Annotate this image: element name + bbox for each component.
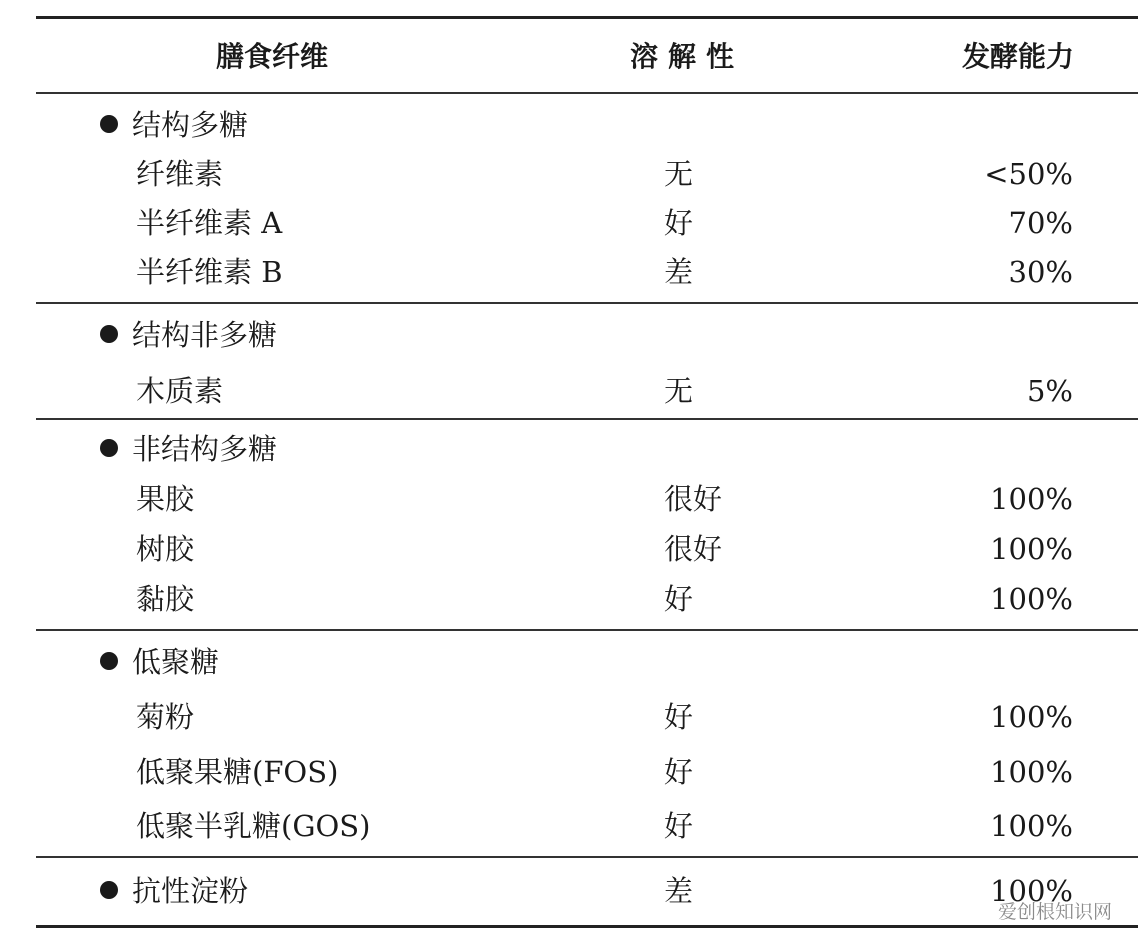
solubility-value: 好 [664,700,694,734]
group-row [0,868,1138,914]
group-rule [36,856,1138,858]
table-row [0,694,1138,740]
solubility-value: 好 [664,755,694,789]
group-name: 低聚糖 [132,645,220,679]
header-fermentation: 发酵能力 [962,40,1075,73]
group-row [0,312,1138,358]
header-fiber: 膳食纤维 [216,40,329,73]
table-row [0,749,1138,795]
table-row [0,249,1138,295]
header-solubility: 溶解性 [630,40,745,73]
fermentation-value: 70% [1008,206,1073,240]
bullet-icon [100,652,118,670]
solubility-value: 好 [664,206,694,240]
table-row [0,368,1138,414]
fiber-name: 半纤维素 B [136,255,283,289]
fermentation-value: 30% [1008,255,1073,289]
group-row [0,639,1138,685]
group-row [0,426,1138,472]
fermentation-value: 5% [1026,374,1073,408]
top-rule [36,16,1138,19]
solubility-value: 无 [664,157,694,191]
solubility-value: 很好 [664,482,723,516]
bottom-rule [36,925,1138,928]
fiber-name: 菊粉 [136,700,195,734]
group-rule [36,629,1138,631]
table-row [0,476,1138,522]
solubility-value: 好 [664,582,694,616]
fermentation-value: 100% [990,532,1073,566]
fiber-name: 纤维素 [136,157,224,191]
fiber-name: 果胶 [136,482,195,516]
watermark-text: 爱创根知识网 [997,901,1112,923]
fermentation-value: 100% [990,874,1073,908]
solubility-value: 很好 [664,532,723,566]
group-rule [36,418,1138,420]
group-name: 非结构多糖 [132,432,278,466]
fermentation-value: <50% [984,157,1073,191]
solubility-value: 好 [664,809,694,843]
header-rule [36,92,1138,94]
table-row [0,151,1138,197]
group-name: 结构非多糖 [132,318,278,352]
solubility-value: 差 [664,874,694,908]
table-row [0,200,1138,246]
bullet-icon [100,439,118,457]
fiber-name: 木质素 [136,374,224,408]
group-rule [36,302,1138,304]
table-header [0,34,1138,80]
fiber-name: 低聚半乳糖(GOS) [136,809,371,843]
solubility-value: 差 [664,255,694,289]
fiber-name: 树胶 [136,532,195,566]
fermentation-value: 100% [990,809,1073,843]
group-name: 结构多糖 [132,108,249,142]
bullet-icon [100,325,118,343]
fiber-name: 低聚果糖(FOS) [136,755,339,789]
table-row [0,803,1138,849]
fermentation-value: 100% [990,700,1073,734]
bullet-icon [100,115,118,133]
fiber-name: 黏胶 [136,582,195,616]
fermentation-value: 100% [990,482,1073,516]
fermentation-value: 100% [990,582,1073,616]
table-row [0,576,1138,622]
solubility-value: 无 [664,374,694,408]
group-name: 抗性淀粉 [132,874,249,908]
table-row [0,526,1138,572]
group-row [0,102,1138,148]
fermentation-value: 100% [990,755,1073,789]
fiber-name: 半纤维素 A [136,206,283,240]
